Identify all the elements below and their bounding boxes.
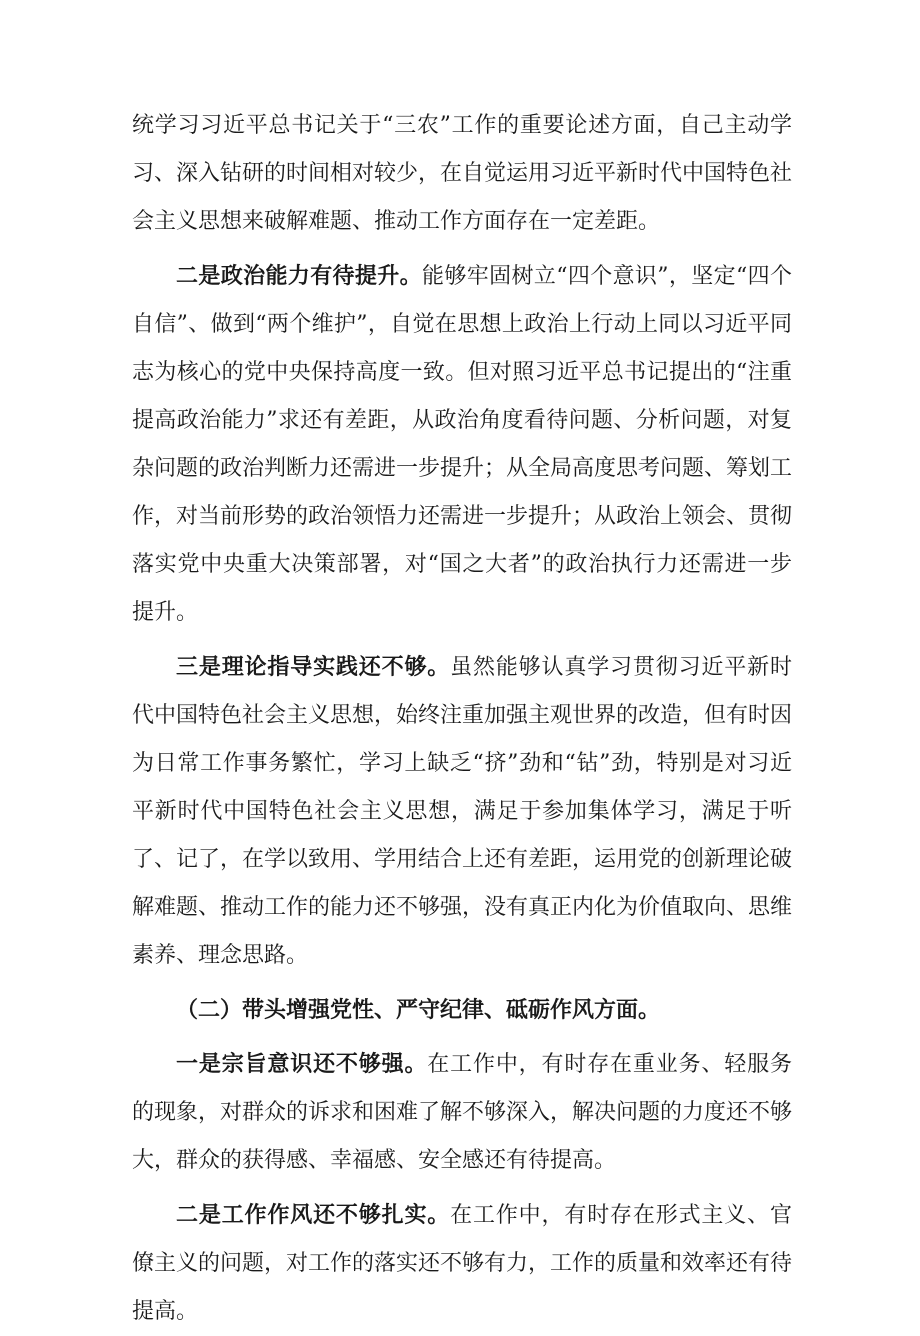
paragraph-body: 在工作中，有时存在重业务、轻服务的现象，对群众的诉求和困难了解不够深入，解决问题的力度还不够大，群众的获得感、幸福感、安全感还有待提高。 xyxy=(132,1052,793,1173)
paragraph-work-style xyxy=(132,1191,792,1336)
document-body xyxy=(132,102,792,1336)
paragraph-theory-practice xyxy=(132,643,792,980)
paragraph-political-ability xyxy=(132,252,792,637)
paragraph-lead: 三是理论指导实践还不够。 xyxy=(176,654,451,680)
paragraph-body: 虽然能够认真学习贯彻习近平新时代中国特色社会主义思想，始终注重加强主观世界的改造，但有时因为日常工作事务繁忙，学习上缺乏“挤”劲和“钻”劲，特别是对习近平新时代中国特色社会主义思想，满足于参加集体学习，满足于听了、记了，在学以致用、学用结合上还有差距，运用党的创新理论破解难题、推动工作的能力还不够强，没有真正内化为价值取向、思维素养、理念思路。 xyxy=(132,655,793,968)
paragraph-continuation xyxy=(132,102,792,246)
paragraph-lead: 二是政治能力有待提升。 xyxy=(176,263,423,289)
paragraph-body: 能够牢固树立“四个意识”，坚定“四个自信”、做到“两个维护”，自觉在思想上政治上行动上同以习近平同志为核心的党中央保持高度一致。但对照习近平总书记提出的“注重提高政治能力”求还有差距，从政治角度看待问题、分析问题，对复杂问题的政治判断力还需进一步提升；从全局高度思考问题、筹划工作，对当前形势的政治领悟力还需进一步提升；从政治上领会、贯彻落实党中央重大决策部署，对“国之大者”的政治执行力还需进一步提升。 xyxy=(132,264,793,625)
paragraph-body: 统学习习近平总书记关于“三农”工作的重要论述方面，自己主动学习、深入钻研的时间相对较少，在自觉运用习近平新时代中国特色社会主义思想来破解难题、推动工作方面存在一定差距。 xyxy=(132,113,793,234)
paragraph-purpose-awareness xyxy=(132,1040,792,1185)
paragraph-body: 在工作中，有时存在形式主义、官僚主义的问题，对工作的落实还不够有力，工作的质量和效率还有待提高。 xyxy=(132,1203,793,1324)
section-heading: （二）带头增强党性、严守纪律、砥砺作风方面。 xyxy=(176,997,661,1023)
paragraph-lead: 一是宗旨意识还不够强。 xyxy=(176,1051,428,1077)
paragraph-lead: 二是工作作风还不够扎实。 xyxy=(176,1202,451,1228)
